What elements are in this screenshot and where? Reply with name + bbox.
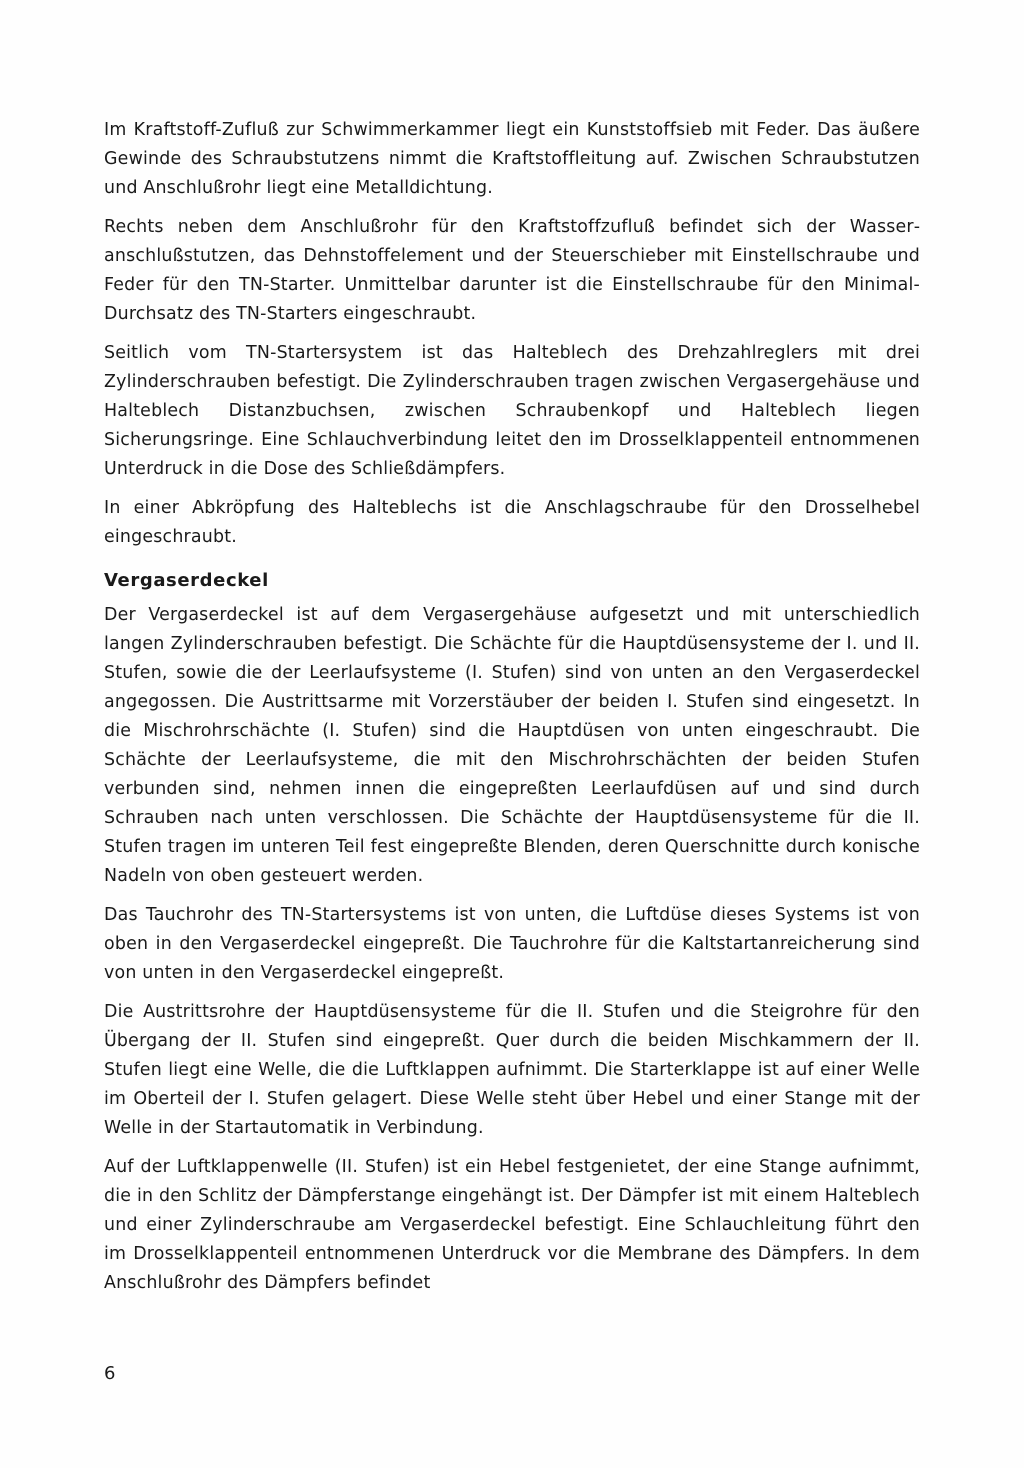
section-heading: Vergaserdeckel	[104, 570, 269, 591]
paragraph-cover-description: Der Vergaserdeckel ist auf dem Vergasergehäuse aufgesetzt und mit unterschiedlich langen Zylinderschrauben befestigt. Die Schächte für die Hauptdüsensysteme der I. und II. Stufen, sowie die der Leerlaufsysteme (I. Stufen) sind von unten an den Vergaserdeckel angegossen. Die Austrittsarme mit Vorzerstäuber der beiden I. Stufen sind eingesetzt. In die Mischrohrschächte (I. Stufen) sind die Hauptdüsen von unten eingeschraubt. Die Schächte der Leerlaufsysteme, die mit den Mischrohrschächten der beiden Stufen verbunden sind, nehmen innen die eingepreßten Leerlaufdüsen auf und sind durch Schrauben nach unten verschlossen. Die Schächte der Hauptdüsensysteme für die II. Stufen tragen im unteren Teil fest eingepreßte Blenden, deren Querschnitte durch konische Nadeln von oben gesteuert werden.	[104, 605, 920, 886]
paragraph-dip-tube: Das Tauchrohr des TN-Startersystems ist von unten, die Luftdüse dieses Systems ist von oben in den Vergaserdeckel eingepreßt. Die Tauchrohre für die Kaltstartanreicherung sind von unten in den Vergaserdeckel eingepreßt.	[104, 905, 920, 983]
paragraph-outlet-tubes: Die Austrittsrohre der Hauptdüsensysteme für die II. Stufen und die Steigrohre für den Übergang der II. Stufen sind eingepreßt. Quer durch die beiden Mischkammern der II. Stufen liegt eine Welle, die die Luftklappen aufnimmt. Die Starterklappe ist auf einer Welle im Oberteil der I. Stufen gelagert. Diese Welle steht über Hebel und einer Stange mit der Welle in der Startautomatik in Verbindung.	[104, 1002, 920, 1138]
paragraph-speed-governor: Seitlich vom TN-Startersystem ist das Halteblech des Drehzahlreglers mit drei Zylinderschrauben befestigt. Die Zylinderschrauben tragen zwischen Vergasergehäuse und Halteblech Distanzbuchsen, zwischen Schraubenkopf und Halteblech liegen Sicherungsringe. Eine Schlauchverbindung leitet den im Drosselklappenteil entnommenen Unterdruck in die Dose des Schließdämpfers.	[104, 343, 920, 479]
paragraph-fuel-inlet: Im Kraftstoff-Zufluß zur Schwimmerkammer liegt ein Kunststoffsieb mit Feder. Das äußere Gewinde des Schraubstutzens nimmt die Kraftstoffleitung auf. Zwischen Schraubstutzen und Anschlußrohr liegt eine Metalldichtung.	[104, 120, 920, 198]
page-body	[104, 116, 920, 1308]
paragraph-damper: Auf der Luftklappenwelle (II. Stufen) ist ein Hebel festgenietet, der eine Stange aufnimmt, die in den Schlitz der Dämpferstange eingehängt ist. Der Dämpfer ist mit einem Halteblech und einer Zylinderschraube am Vergaserdeckel befestigt. Eine Schlauchleitung führt den im Drosselklappenteil entnommenen Unterdruck vor die Membrane des Dämpfers. In dem Anschlußrohr des Dämpfers befindet	[104, 1157, 920, 1293]
page-number: 6	[104, 1363, 116, 1384]
paragraph-stop-screw: In einer Abkröpfung des Halteblechs ist die Anschlagschraube für den Drosselhebel eingeschraubt.	[104, 498, 920, 547]
paragraph-water-connection: Rechts neben dem Anschlußrohr für den Kraftstoffzufluß befindet sich der Wasseranschlußstutzen, das Dehnstoffelement und der Steuerschieber mit Einstellschraube und Feder für den TN-Starter. Unmittelbar darunter ist die Einstellschraube für den Minimal-Durchsatz des TN-Starters eingeschraubt.	[104, 217, 920, 324]
